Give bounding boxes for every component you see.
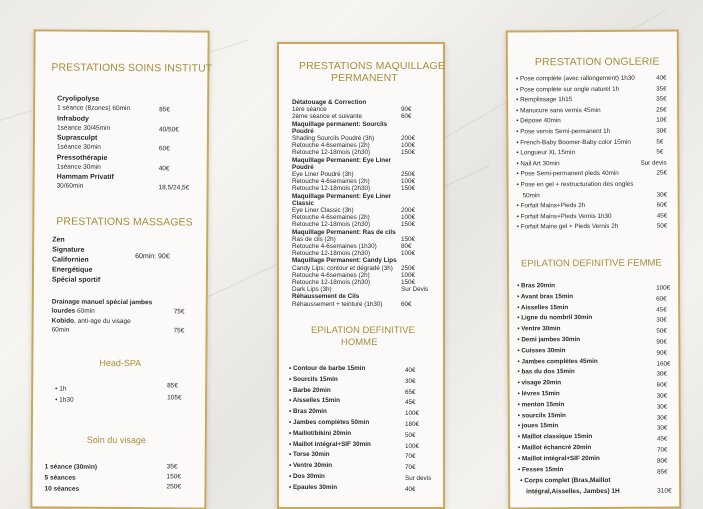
epil-homme-title-1: EPILATION DEFINITIVE — [311, 325, 415, 336]
soin-price: 40/50€ — [158, 125, 179, 133]
epil-femme-item: • sourcils 15min — [517, 411, 566, 419]
panel-onglerie — [506, 30, 682, 509]
epil-homme-price: Sur devis — [405, 475, 432, 482]
maquillage-row: Retouche 12-18mois (2h30) — [292, 221, 371, 229]
epil-homme-item: • Aisselles 15min — [289, 397, 340, 405]
onglerie-item: • French-Baby Boomer-Baby color 15min — [516, 138, 631, 146]
epil-homme-price: 30€ — [405, 377, 416, 385]
epil-femme-price: 50€ — [656, 327, 667, 335]
epil-homme-price: 45€ — [405, 399, 416, 407]
epil-homme-item: • Jambes complètes 50min — [289, 419, 370, 426]
epil-homme-item: • Contour de barbe 15min — [289, 365, 366, 372]
maquillage-price: 150€ — [401, 149, 416, 157]
maquillage-row: Réhaussement de Cils — [292, 293, 360, 301]
drainage-name: Drainage manuel spécial jambes — [51, 298, 153, 307]
onglerie-price: 45€ — [656, 212, 668, 220]
maquillage-row: Maquillage Permanent: Candy Lips — [292, 257, 397, 265]
onglerie-item: • Forfait Mains+Pieds Vernis 1h30 — [516, 212, 612, 221]
epil-femme-price: 70€ — [656, 446, 668, 454]
onglerie-price: 60€ — [656, 201, 668, 209]
soin-name: Pressothérapie — [56, 154, 108, 162]
maquillage-row: Retouche 12-18mois (2h30) — [292, 185, 371, 193]
maquillage-price: 60€ — [401, 300, 412, 308]
headspa-price: 105€ — [167, 394, 182, 402]
soin-detail: 1 séance (8zones) 60min — [57, 104, 131, 113]
maquillage-price: 100€ — [401, 250, 416, 258]
onglerie-item: • Pose en gel + restructuration des ongles — [516, 180, 634, 189]
epil-homme-price: 65€ — [405, 388, 416, 396]
maquillage-row: Retouche 4-6semaines (1h30) — [292, 243, 377, 250]
soin-visage-price: 150€ — [166, 473, 182, 481]
maquillage-price: 150€ — [401, 185, 416, 193]
onglerie-price: 30€ — [656, 191, 668, 199]
epil-femme-price: 30€ — [656, 414, 668, 422]
maquillage-row: Poudré — [292, 127, 314, 135]
soin-visage-label: 5 séances — [44, 474, 76, 482]
epil-homme-item: • Barbe 20min — [289, 386, 331, 394]
corps-complet-label: • Corps complet (Bras,Maillot — [520, 476, 611, 485]
maquillage-row: Retouche 12-18mois (2h30) — [292, 279, 371, 286]
soin-visage-price: 250€ — [166, 483, 181, 491]
onglerie-price: 5€ — [656, 138, 664, 146]
maquillage-price: 100€ — [401, 142, 416, 150]
onglerie-title: PRESTATION ONGLERIE — [534, 55, 660, 69]
soins-institut-title: PRESTATIONS SOINS INSTITUT — [51, 61, 213, 75]
soin-visage-title: Soin du visage — [86, 434, 146, 446]
onglerie-price: 50€ — [656, 223, 668, 231]
maquillage-price: 150€ — [401, 221, 416, 229]
soin-detail: 30/60min — [56, 182, 84, 190]
kobido-detail: 60min — [51, 326, 70, 334]
epil-femme-price: 100€ — [656, 284, 671, 292]
soin-visage-label: 10 séances — [44, 485, 80, 493]
massage-item: Signature — [52, 246, 85, 254]
onglerie-item: • Dépose 40min — [516, 117, 561, 125]
epil-homme-item: • Maillot/bikini 20min — [289, 429, 352, 437]
panel-maquillage-permanent — [277, 42, 445, 509]
onglerie-price: 35€ — [656, 85, 667, 93]
epil-femme-item: • Fesses 15min — [518, 465, 564, 473]
epil-femme-price: 90€ — [656, 349, 667, 357]
onglerie-price: 35€ — [656, 95, 667, 103]
onglerie-item: • Forfait Mains+Pieds 2h — [516, 202, 586, 210]
epil-femme-item: • joues 15min — [517, 422, 559, 430]
maquillage-title-2: PERMANENT — [331, 72, 398, 84]
onglerie-item: • Nail Art 30min — [516, 159, 560, 168]
soin-name: Cryolipolyse — [57, 95, 100, 103]
maquillage-price: Sur Devis — [401, 286, 429, 294]
maquillage-price: 250€ — [401, 264, 416, 272]
epil-femme-title: EPILATION DEFINITIVE FEMME — [520, 257, 662, 270]
onglerie-price: 40€ — [655, 74, 667, 82]
epil-homme-title-2: HOMME — [341, 337, 378, 348]
onglerie-item: • Remplissage 1h15 — [516, 96, 573, 104]
drainage-line: lourdes 60min — [51, 307, 95, 315]
maquillage-price: 80€ — [401, 243, 412, 250]
maquillage-row: Eye Liner Classic (3h) — [292, 207, 354, 214]
onglerie-price: 25€ — [656, 106, 667, 114]
onglerie-item: 50min — [522, 191, 540, 199]
epil-femme-price: 85€ — [657, 468, 668, 476]
epil-homme-price: 70€ — [405, 453, 416, 461]
epil-homme-item: • Epaules 30min — [289, 483, 338, 491]
maquillage-row: Poudré — [292, 163, 314, 171]
soin-name: Infrabody — [57, 115, 89, 123]
epil-femme-item: • Bras 20min — [517, 282, 556, 290]
maquillage-row: Maquillage Permanent: Eye Liner — [292, 156, 392, 164]
maquillage-row: Détatouage & Correction — [292, 99, 367, 106]
maquillage-row: Retouche 4-6semaines (2h) — [292, 214, 370, 222]
maquillage-price: 150€ — [401, 235, 416, 243]
headspa-title: Head-SPA — [99, 357, 142, 369]
maquillage-row: 2ème séance et suivante — [292, 113, 363, 121]
onglerie-price: 5€ — [656, 148, 664, 156]
soin-price: 18,5/24,5€ — [158, 184, 190, 192]
epil-homme-price: 40€ — [405, 485, 416, 493]
epil-homme-item: • Torse 30min — [289, 451, 330, 459]
epil-femme-item: • visage 20min — [517, 379, 562, 387]
onglerie-price: 30€ — [656, 127, 667, 135]
epil-femme-item: • Maillot classique 15min — [517, 433, 593, 441]
maquillage-price: 250€ — [401, 171, 416, 178]
soin-price: 85€ — [159, 106, 170, 114]
onglerie-item: • Forfait Mains gel + Pieds Vernis 2h — [516, 223, 619, 231]
maquillage-price: 90€ — [401, 106, 412, 114]
maquillage-price: 60€ — [401, 113, 412, 121]
soin-visage-label: 1 séance (30min) — [44, 463, 98, 471]
corps-complet-price: 310€ — [657, 487, 672, 495]
massage-item: Spécial sportif — [51, 276, 101, 284]
maquillage-row: Retouche 12-18mois (2h30) — [292, 250, 371, 258]
maquillage-price: 200€ — [401, 207, 416, 214]
epil-homme-price: 180€ — [405, 421, 420, 428]
maquillage-price: 100€ — [401, 178, 416, 186]
epil-femme-item: • menton 15min — [517, 400, 565, 409]
epil-femme-item: • Cuisses 30min — [517, 346, 566, 355]
epil-femme-price: 30€ — [656, 317, 667, 325]
epil-femme-item: • bas du dos 15min — [517, 368, 575, 376]
maquillage-row: Maquillage Permanent: Eye Liner — [292, 192, 392, 200]
onglerie-item: • Pose complète (avec rallongement) 1h30 — [515, 74, 635, 83]
maquillage-price: 150€ — [401, 279, 416, 286]
epil-femme-price: 60€ — [656, 295, 667, 303]
epil-femme-item: • Demi jambes 30min — [517, 336, 581, 344]
maquillage-row: Dark Lips (3h) — [292, 286, 332, 294]
onglerie-item: • Longueur XL 15min — [516, 149, 576, 157]
soin-detail: 1séance 30min — [56, 143, 101, 151]
maquillage-price: 100€ — [401, 271, 416, 279]
soin-detail: 1séance 30/45min — [56, 124, 111, 132]
maquillage-row: Retouche 12-18mois (2h30) — [292, 149, 371, 157]
headspa-label: • 1h — [55, 385, 67, 393]
soin-visage-price: 35€ — [166, 463, 178, 471]
epil-homme-price: 100€ — [405, 410, 420, 418]
maquillage-row: Classic — [292, 199, 315, 207]
onglerie-price: 10€ — [656, 117, 667, 125]
soin-price: 60€ — [158, 145, 170, 153]
epil-femme-price: 45€ — [656, 306, 667, 314]
maquillage-row: Eye Liner Poudré (3h) — [292, 171, 354, 178]
soin-detail: 1séance 30min — [56, 163, 101, 171]
massage-item: Zen — [52, 236, 65, 244]
corps-complet-label-2: intégral,Aisselles, Jambes) 1H — [526, 487, 620, 496]
epil-femme-item: • Jambes complètes 45min — [517, 357, 598, 365]
epil-femme-item: • Ligne du nombril 30min — [517, 314, 593, 322]
epil-femme-price: 30€ — [656, 403, 668, 411]
massages-price: 60min: 90€ — [135, 253, 170, 261]
soin-name: Hammam Privatif — [56, 173, 114, 181]
maquillage-row: Retouche 4-6semaines (2h) — [292, 271, 370, 279]
kobido-line: Kobido, anti-age du visage — [51, 317, 131, 326]
soin-price: 40€ — [158, 164, 170, 172]
epil-femme-item: • Avant bras 15min — [517, 292, 574, 301]
headspa-price: 85€ — [167, 382, 179, 390]
epil-femme-price: 30€ — [656, 425, 668, 433]
maquillage-price: 100€ — [401, 214, 416, 222]
maquillage-price: 200€ — [401, 135, 416, 142]
epil-homme-item: • Ventre 30min — [289, 462, 333, 470]
onglerie-item: • Manucure sans vernis 45min — [516, 106, 601, 115]
maquillage-title-1: PRESTATIONS MAQUILLAGE — [299, 60, 445, 72]
onglerie-item: • Pose Semi-permanent pieds 40min — [516, 170, 619, 178]
epil-femme-price: 80€ — [656, 457, 668, 465]
onglerie-price: Sur devis — [640, 159, 667, 167]
maquillage-row: Réhaussement + teinture (1h30) — [292, 300, 383, 308]
epil-femme-price: 60€ — [656, 381, 668, 389]
onglerie-item: • Pose vernis Semi-permanent 1h — [516, 127, 611, 136]
maquillage-row: 1ère séance — [292, 106, 327, 114]
epil-femme-price: 30€ — [656, 371, 668, 379]
maquillage-row: Retouche 4-6semaines (2h) — [292, 178, 370, 186]
panel-soins-institut — [30, 29, 213, 509]
maquillage-row: Ras de cils (2h) — [292, 235, 336, 243]
epil-femme-item: • lèvres 15min — [517, 390, 560, 398]
massage-item: Energétique — [51, 266, 93, 274]
epil-homme-price: 100€ — [405, 442, 420, 450]
maquillage-row: Maquillage permanent: Sourcils — [292, 120, 388, 128]
maquillage-row: Maquillage Permanent: Ras de cils — [292, 228, 396, 236]
maquillage-row: Candy Lips: contour et dégradé (3h) — [292, 264, 393, 272]
epil-femme-item: • Maillot échancré 20min — [517, 444, 592, 452]
epil-femme-price: 45€ — [656, 435, 668, 443]
epil-homme-price: 50€ — [405, 431, 416, 439]
soin-name: Suprasculpt — [56, 134, 98, 142]
epil-femme-price: 90€ — [656, 338, 667, 346]
massages-title: PRESTATIONS MASSAGES — [56, 215, 193, 229]
epil-homme-price: 70€ — [405, 464, 416, 472]
epil-femme-item: • Ventre 30min — [517, 325, 561, 333]
epil-femme-price: 30€ — [656, 392, 668, 400]
epil-femme-item: • Aisselles 15min — [517, 303, 569, 311]
massage-item: Californien — [52, 256, 89, 264]
epil-homme-item: • Maillot intégral+SIF 30min — [289, 440, 371, 448]
onglerie-price: 25€ — [656, 170, 668, 178]
epil-homme-item: • Dos 30min — [289, 473, 325, 480]
epil-femme-price: 160€ — [656, 360, 671, 368]
kobido-price: 75€ — [173, 327, 185, 335]
drainage-price: 75€ — [173, 308, 185, 316]
epil-femme-item: • Maillot intégral+SIF 20min — [517, 454, 600, 463]
epil-homme-item: • Bras 20min — [289, 408, 327, 416]
maquillage-row: Shading Sourcils Poudré (3h) — [292, 135, 375, 142]
maquillage-row: Retouche 4-6semaines (2h) — [292, 142, 370, 150]
epil-homme-item: • Sourcils 15min — [289, 375, 338, 383]
onglerie-item: • Pose complète sur ongle naturel 1h — [516, 85, 620, 93]
epil-homme-price: 40€ — [405, 367, 416, 374]
headspa-label: • 1h30 — [55, 396, 74, 404]
